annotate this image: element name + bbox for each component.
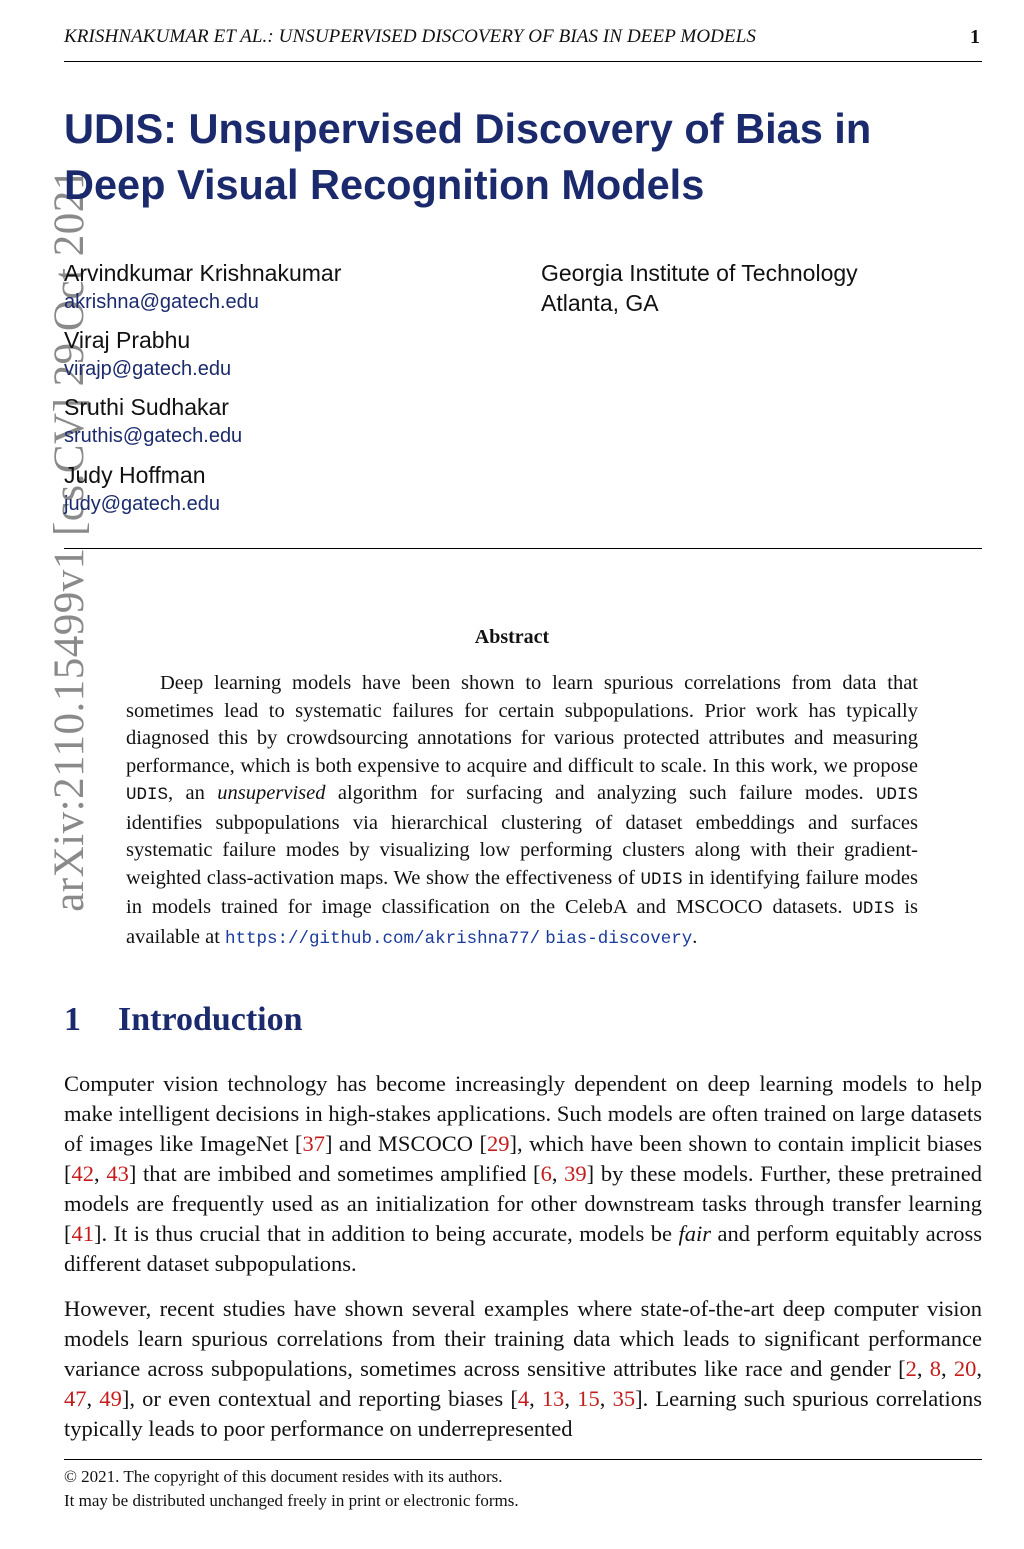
author-email[interactable]: virajp@gatech.edu: [64, 358, 232, 380]
citation[interactable]: 15: [577, 1386, 600, 1411]
body-text: However, recent studies have shown several examples where state-of-the-art deep computer vision models learn spurious correlations from their training data which leads to significant performance variance across subpopulations, sometimes across sensitive attributes like race and gender [: [64, 1296, 982, 1381]
author-email[interactable]: judy@gatech.edu: [64, 493, 220, 515]
body-text: and perform equitably across different dataset subpopulations.: [64, 1221, 982, 1276]
abstract-text: is available at: [126, 896, 918, 948]
abstract-text: algorithm for surfacing and analyzing such failure modes.: [325, 782, 876, 804]
citation[interactable]: 43: [106, 1161, 129, 1186]
body-text: ], or even contextual and reporting biases [: [121, 1386, 518, 1411]
paper-title: [64, 101, 964, 213]
author-email[interactable]: akrishna@gatech.edu: [64, 291, 259, 313]
body-text: ,: [551, 1161, 565, 1186]
running-header: [64, 26, 982, 56]
body-text: ,: [599, 1386, 613, 1411]
section-title: Introduction: [118, 1001, 303, 1038]
repo-link-part[interactable]: https://github.com/akrishna77/: [225, 928, 541, 949]
abstract-text: Deep learning models have been shown to learn spurious correlations from data that sometimes lead to systematic failures for certain subpopulations. Prior work has typically diagnosed this by crowdsourcing annotations for various protected attributes and measuring performance, which is both expensive to acquire and difficult to scale. In this work, we propose: [126, 672, 918, 777]
affiliation-location: Atlanta, GA: [541, 290, 659, 316]
citation[interactable]: 35: [612, 1386, 636, 1411]
abstract-body: [126, 670, 918, 953]
intro-paragraph-1: [64, 1069, 982, 1279]
body-text: ,: [529, 1386, 542, 1411]
body-text: ,: [976, 1356, 983, 1381]
citation[interactable]: 49: [99, 1386, 122, 1411]
footnote-rule: [64, 1459, 982, 1460]
body-text: ], which have been shown to contain implicit biases [: [64, 1131, 982, 1186]
page-number: 1: [970, 26, 980, 48]
body-text: ,: [94, 1161, 107, 1186]
citation[interactable]: 47: [64, 1386, 87, 1411]
abstract-text: .: [692, 925, 698, 948]
body-text: ]. It is thus crucial that in addition to being accurate, models be: [94, 1221, 679, 1246]
citation[interactable]: 41: [71, 1221, 94, 1246]
body-text: ]. Learning such spurious correlations typically leads to poor performance on underrepresented: [64, 1386, 982, 1441]
code-udis: UDIS: [875, 785, 918, 805]
body-text: Computer vision technology has become increasingly dependent on deep learning models to help make intelligent decisions in high-stakes applications. Such models are often trained on large datasets of images like ImageNet [: [64, 1071, 982, 1156]
citation[interactable]: 4: [517, 1386, 530, 1411]
title-line-1: UDIS: Unsupervised Discovery of Bias in: [64, 105, 872, 152]
header-rule: [64, 61, 982, 62]
author-name: Sruthi Sudhakar: [64, 394, 229, 420]
citation[interactable]: 29: [486, 1131, 510, 1156]
running-header-title: KRISHNAKUMAR ET AL.: UNSUPERVISED DISCOVERY OF BIAS IN DEEP MODELS: [64, 26, 756, 47]
citation[interactable]: 39: [564, 1161, 587, 1186]
emphasis: unsupervised: [217, 782, 326, 804]
author-4: [64, 460, 220, 518]
body-text: ,: [86, 1386, 100, 1411]
citation[interactable]: 37: [302, 1131, 325, 1156]
abstract-text: identifies subpopulations via hierarchical clustering of dataset embeddings and surfaces systematic failure modes by visualizing low performing clusters along with their gradient-weighted class-activation maps. We show the effectiveness of: [126, 811, 918, 889]
citation[interactable]: 42: [71, 1161, 94, 1186]
section-number: 1: [64, 1001, 81, 1038]
affiliation: [541, 258, 858, 318]
body-text: ] and MSCOCO [: [324, 1131, 487, 1156]
author-name: Arvindkumar Krishnakumar: [64, 260, 342, 286]
repo-link-part[interactable]: bias-discovery: [545, 928, 693, 949]
title-line-2: Deep Visual Recognition Models: [64, 161, 705, 208]
authors-rule: [64, 548, 982, 549]
author-name: Viraj Prabhu: [64, 327, 191, 353]
section-heading-introduction: [64, 1001, 303, 1039]
code-udis: UDIS: [852, 899, 895, 919]
repo-link[interactable]: [225, 926, 692, 948]
author-2: [64, 325, 231, 383]
citation[interactable]: 2: [905, 1356, 917, 1381]
citation[interactable]: 8: [929, 1356, 941, 1381]
citation[interactable]: 13: [541, 1386, 565, 1411]
author-1: [64, 258, 341, 316]
abstract-heading: Abstract: [474, 626, 550, 648]
citation[interactable]: 20: [953, 1356, 977, 1381]
citation[interactable]: 6: [540, 1161, 552, 1186]
abstract-text: in identifying failure modes in models trained for image classification on the CelebA and MSCOCO datasets.: [126, 866, 918, 918]
body-text: ] that are imbibed and sometimes amplified [: [128, 1161, 541, 1186]
body-text: ,: [564, 1386, 578, 1411]
author-email[interactable]: sruthis@gatech.edu: [64, 425, 243, 447]
affiliation-institution: Georgia Institute of Technology: [541, 260, 858, 286]
abstract-text: , an: [168, 782, 218, 804]
intro-paragraph-2: [64, 1294, 982, 1444]
emphasis: fair: [678, 1221, 712, 1246]
body-text: ,: [940, 1356, 954, 1381]
author-name: Judy Hoffman: [64, 462, 206, 488]
body-text: ,: [916, 1356, 930, 1381]
footnote-line-2: It may be distributed unchanged freely in print or electronic forms.: [64, 1491, 519, 1510]
code-udis: UDIS: [640, 869, 683, 890]
code-udis: UDIS: [126, 785, 169, 805]
arxiv-stamp: arXiv:2110.15499v1 [cs.CV] 29 Oct 2021: [46, 168, 93, 912]
body-text: ] by these models. Further, these pretrained models are frequently used as an initialization for other downstream tasks through transfer learning [: [64, 1161, 983, 1246]
footnote-line-1: © 2021. The copyright of this document resides with its authors.: [64, 1467, 503, 1486]
copyright-footnote: [64, 1465, 519, 1513]
author-3: [64, 392, 242, 450]
